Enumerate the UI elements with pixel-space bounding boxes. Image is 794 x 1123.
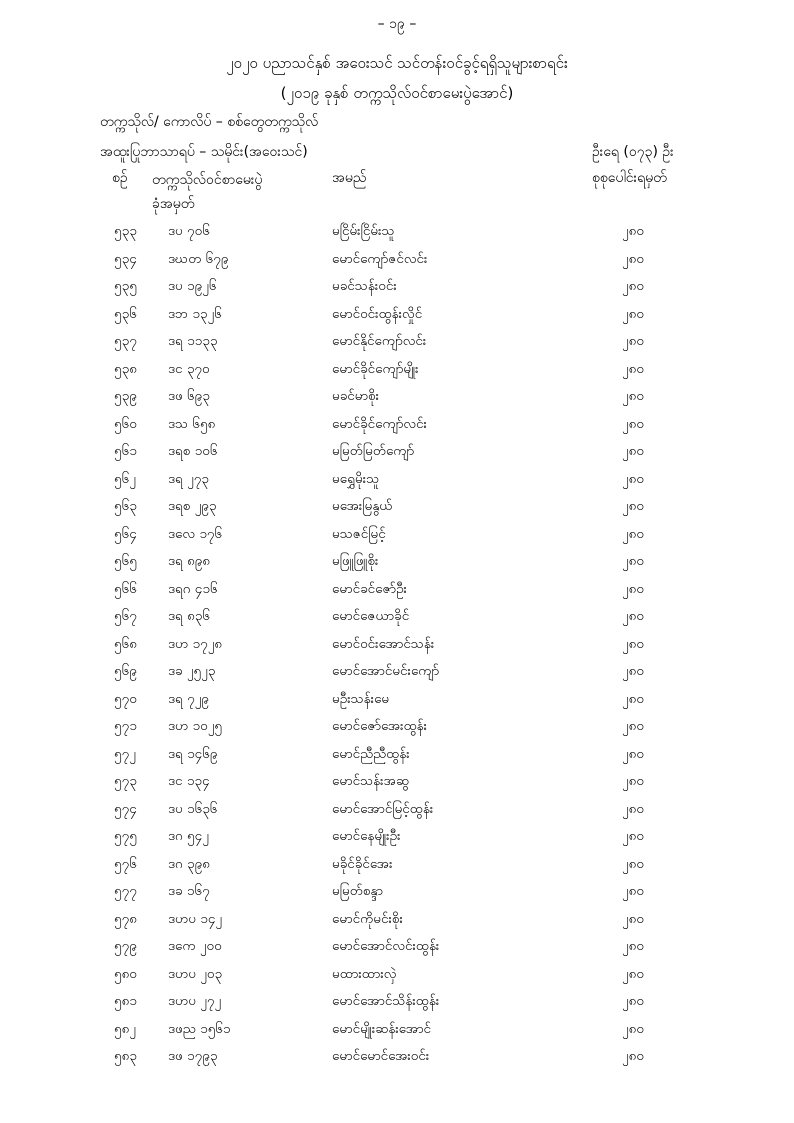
table-row [0, 798, 794, 826]
student-name: မောင်နေမျိုးဦး [332, 828, 401, 844]
table-row [0, 220, 794, 248]
student-name: မဖြူဖြူစိုး [332, 553, 379, 569]
total-score: ၂၈၀ [622, 663, 644, 679]
serial-no: ၅၈၁ [114, 993, 137, 1009]
serial-no: ၅၃၃ [114, 223, 137, 239]
total-score: ၂၈၀ [622, 608, 644, 624]
page-number: – ၁၉ – [377, 16, 417, 32]
table-row [0, 248, 794, 276]
serial-no: ၅၇၅ [114, 828, 137, 844]
serial-no: ၅၃၄ [114, 250, 137, 267]
table-row [0, 715, 794, 743]
serial-no: ၅၆၉ [114, 663, 137, 679]
student-name: မောင်ခိုင်ကျော်လင်း [332, 415, 427, 432]
table-row [0, 1018, 794, 1046]
total-score: ၂၈၀ [622, 938, 644, 954]
serial-no: ၅၆၆ [114, 580, 137, 597]
total-score: ၂၈၀ [622, 223, 644, 239]
serial-no: ၅၇၇ [114, 883, 137, 899]
serial-no: ၅၆၂ [114, 470, 136, 487]
table-row [0, 578, 794, 606]
roll-number: ဒခ ၂၅၂၃ [168, 663, 216, 679]
serial-no: ၅၈၃ [114, 1048, 137, 1064]
serial-no: ၅၆၅ [114, 553, 137, 569]
total-score: ၂၈၀ [622, 360, 644, 377]
document-subtitle: (၂၀၁၉ ခုနှစ် တက္ကသိုလ်ဝင်စာမေးပွဲအောင်) [280, 84, 514, 102]
roll-number: ဒရစ ၂၉၃ [168, 498, 217, 514]
table-row [0, 413, 794, 441]
table-row [0, 440, 794, 468]
roll-number: ဒရဂ ၄၁၆ [168, 580, 218, 597]
total-score: ၂၈၀ [622, 910, 644, 927]
total-score: ၂၈၀ [622, 828, 644, 844]
table-row [0, 550, 794, 578]
table-row [0, 825, 794, 853]
serial-no: ၅၆၄ [114, 525, 137, 542]
student-name: မောင်မောင်အေးဝင်း [332, 1048, 430, 1064]
serial-no: ၅၆၀ [114, 415, 137, 432]
serial-no: ၅၃၆ [114, 305, 137, 322]
total-score: ၂၈၀ [622, 883, 644, 899]
roll-number: ဒင ၁၃၄ [168, 773, 210, 789]
student-name: မောင်နိုင်ကျော်လင်း [332, 333, 427, 349]
header-name: အမည် [332, 170, 367, 186]
serial-no: ၅၇၈ [114, 910, 137, 927]
roll-number: ဒဟ ၁၇၂၈ [168, 635, 223, 652]
roll-number: ဒဟပ ၁၄၂ [168, 910, 223, 927]
student-name: မသဇင်မြင့် [332, 525, 386, 542]
table-row [0, 963, 794, 991]
table-row [0, 853, 794, 881]
student-name: မောင်အောင်မြင့်ထွန်း [332, 800, 434, 817]
serial-no: ၅၆၇ [114, 608, 137, 624]
total-score: ၂၈၀ [622, 993, 644, 1009]
table-row [0, 935, 794, 963]
total-score: ၂၈၀ [622, 773, 644, 789]
roll-number: ဒဖည ၁၅၆၁ [168, 1020, 231, 1037]
serial-no: ၅၇၂ [114, 745, 136, 762]
student-name: မောင်အောင်လင်းထွန်း [332, 938, 440, 954]
roll-number: ဒင ၃၇၀ [168, 360, 210, 377]
roll-number: ဒရ ၇၂၉ [168, 690, 209, 707]
roll-number: ဒရ ၈၉၈ [168, 553, 211, 569]
roll-number: ဒပ ၁၉၂၆ [168, 278, 217, 294]
total-score: ၂၈၀ [622, 690, 644, 707]
table-row [0, 908, 794, 936]
table-row [0, 495, 794, 523]
student-name: မထားထားလှဲ [332, 965, 397, 982]
header-roll-number [152, 168, 262, 216]
table-row [0, 660, 794, 688]
table-row [0, 880, 794, 908]
header-roll-line1: တက္ကသိုလ်ဝင်စာမေးပွဲ [152, 172, 263, 188]
university-line: တက္ကသိုလ်/ ကောလိပ် – စစ်တွေတက္ကသိုလ် [100, 114, 319, 130]
serial-no: ၅၃၇ [114, 333, 137, 349]
student-name: မောင်မျိုးဆန်းအောင် [332, 1020, 431, 1037]
student-name: မောင်အောင်သိန်းထွန်း [332, 993, 440, 1009]
serial-no: ၅၇၁ [114, 718, 137, 734]
total-score: ၂၈၀ [622, 388, 644, 404]
student-name: မမြတ်မြတ်ကျော် [332, 443, 415, 459]
roll-number: ဒဂ ၅၄၂ [168, 828, 209, 844]
table-row [0, 523, 794, 551]
total-score: ၂၈၀ [622, 443, 644, 459]
roll-number: ဒဟ ၁၀၂၅ [168, 718, 222, 734]
student-name: မောင်ကျော်ဇင်လင်း [332, 250, 428, 267]
total-score: ၂၈၀ [622, 525, 644, 542]
serial-no: ၅၇၃ [114, 773, 137, 789]
roll-number: ဒရစ ၁၀၆ [168, 443, 218, 459]
table-row [0, 990, 794, 1018]
total-score: ၂၈၀ [622, 250, 644, 267]
serial-no: ၅၇၄ [114, 800, 137, 817]
roll-number: ဒဖ ၆၉၃ [168, 388, 210, 404]
student-name: မောင်ခင်ဇော်ဦး [332, 580, 407, 597]
student-name: မောင်သန်းအဆွ [332, 773, 409, 789]
total-score: ၂၈၀ [622, 1020, 644, 1037]
table-row [0, 275, 794, 303]
document-title: ၂၀၂၀ ပညာသင်နှစ် အဝေးသင် သင်တန်းဝင်ခွင့်ရရှိသူများစာရင်း [226, 54, 568, 72]
total-score: ၂၈၀ [622, 415, 644, 432]
student-name: မခင်သန်းဝင်း [332, 278, 397, 294]
major-subject-line: အထူးပြုဘာသာရပ် – သမိုင်း(အဝေးသင်) [100, 144, 308, 160]
student-name: မောင်အောင်မင်းကျော် [332, 663, 440, 679]
serial-no: ၅၈၀ [114, 965, 137, 982]
student-name: မရွှေမိုးသူ [332, 470, 380, 487]
total-score: ၂၈၀ [622, 855, 644, 872]
roll-number: ဒပ ၇၀၆ [168, 223, 210, 239]
roll-number: ဒဘ ၁၃၂၆ [168, 305, 222, 322]
table-row [0, 468, 794, 496]
student-name: မောင်ညီညီထွန်း [332, 745, 410, 762]
roll-number: ဒရ ၁၁၃၃ [168, 333, 218, 349]
header-serial-no: စဉ် [112, 170, 128, 186]
total-score: ၂၈၀ [622, 965, 644, 982]
serial-no: ၅၃၅ [114, 278, 137, 294]
roll-number: ဒကေ ၂၀၀ [168, 938, 222, 954]
total-score: ၂၈၀ [622, 635, 644, 652]
total-score: ၂၈၀ [622, 553, 644, 569]
student-list [0, 220, 794, 1073]
table-row [0, 605, 794, 633]
serial-no: ၅၃၈ [114, 360, 137, 377]
roll-number: ဒဃတ ၆၇၉ [168, 250, 229, 267]
serial-no: ၅၆၈ [114, 635, 137, 652]
table-row [0, 330, 794, 358]
serial-no: ၅၇၉ [114, 938, 137, 954]
total-score: ၂၈၀ [622, 800, 644, 817]
student-name: မောင်ဇော်အေးထွန်း [332, 718, 428, 734]
student-name: မမြတ်စန္ဒာ [332, 883, 383, 899]
total-score: ၂၈၀ [622, 305, 644, 322]
roll-number: ဒပ ၁၆၃၆ [168, 800, 218, 817]
table-row [0, 633, 794, 661]
student-name: မောင်ဇေယာခိုင် [332, 608, 410, 624]
table-row [0, 303, 794, 331]
serial-no: ၅၆၁ [114, 443, 137, 459]
student-name: မခိုင်ခိုင်အေး [332, 855, 393, 872]
header-total-score: စုစုပေါင်းရမှတ် [592, 170, 667, 186]
total-score: ၂၈၀ [622, 498, 644, 514]
serial-no: ၅၇၀ [114, 690, 137, 707]
roll-number: ဒဖ ၁၇၉၃ [168, 1048, 218, 1064]
total-score: ၂၈၀ [622, 470, 644, 487]
total-score: ၂၈၀ [622, 278, 644, 294]
table-row [0, 385, 794, 413]
total-score: ၂၈၀ [622, 745, 644, 762]
table-row [0, 358, 794, 386]
total-score: ၂၈၀ [622, 333, 644, 349]
roll-number: ဒသ ၆၅၈ [168, 415, 216, 432]
serial-no: ၅၆၃ [114, 498, 137, 514]
student-name: မောင်ဝင်းထွန်းလှိုင် [332, 305, 423, 322]
roll-number: ဒရ ၂၇၃ [168, 470, 209, 487]
student-name: မအေးမြနွယ် [332, 498, 393, 514]
student-name: မငြိမ်းငြိမ်းသူ [332, 223, 395, 239]
total-score: ၂၈၀ [622, 718, 644, 734]
student-name: မောင်ဝင်းအောင်သန်း [332, 635, 435, 652]
student-name: မောင်ခိုင်ကျော်မျိုး [332, 360, 419, 377]
serial-no: ၅၃၉ [114, 388, 137, 404]
student-count: ဦးရေ (၀၇၃) ဦး [592, 144, 674, 160]
table-row [0, 743, 794, 771]
serial-no: ၅၈၂ [114, 1020, 136, 1037]
serial-no: ၅၇၆ [114, 855, 137, 872]
student-name: မောင်ကိုမင်းစိုး [332, 910, 403, 927]
total-score: ၂၈၀ [622, 580, 644, 597]
roll-number: ဒဟပ ၂၀၃ [168, 965, 223, 982]
header-roll-line2: ခုံအမှတ် [152, 196, 195, 212]
table-row [0, 688, 794, 716]
student-name: မဦးသန်းမေ [332, 690, 390, 707]
roll-number: ဒရ ၁၄၆၉ [168, 745, 218, 762]
roll-number: ဒရ ၈၃၆ [168, 608, 210, 624]
total-score: ၂၈၀ [622, 1048, 644, 1064]
table-row [0, 770, 794, 798]
roll-number: ဒဂ ၃၉၈ [168, 855, 210, 872]
roll-number: ဒဟပ ၂၇၂ [168, 993, 222, 1009]
roll-number: ဒလေ ၁၇၆ [168, 525, 223, 542]
roll-number: ဒခ ၁၆၇ [168, 883, 210, 899]
table-row [0, 1045, 794, 1073]
student-name: မခင်မာစိုး [332, 388, 380, 404]
